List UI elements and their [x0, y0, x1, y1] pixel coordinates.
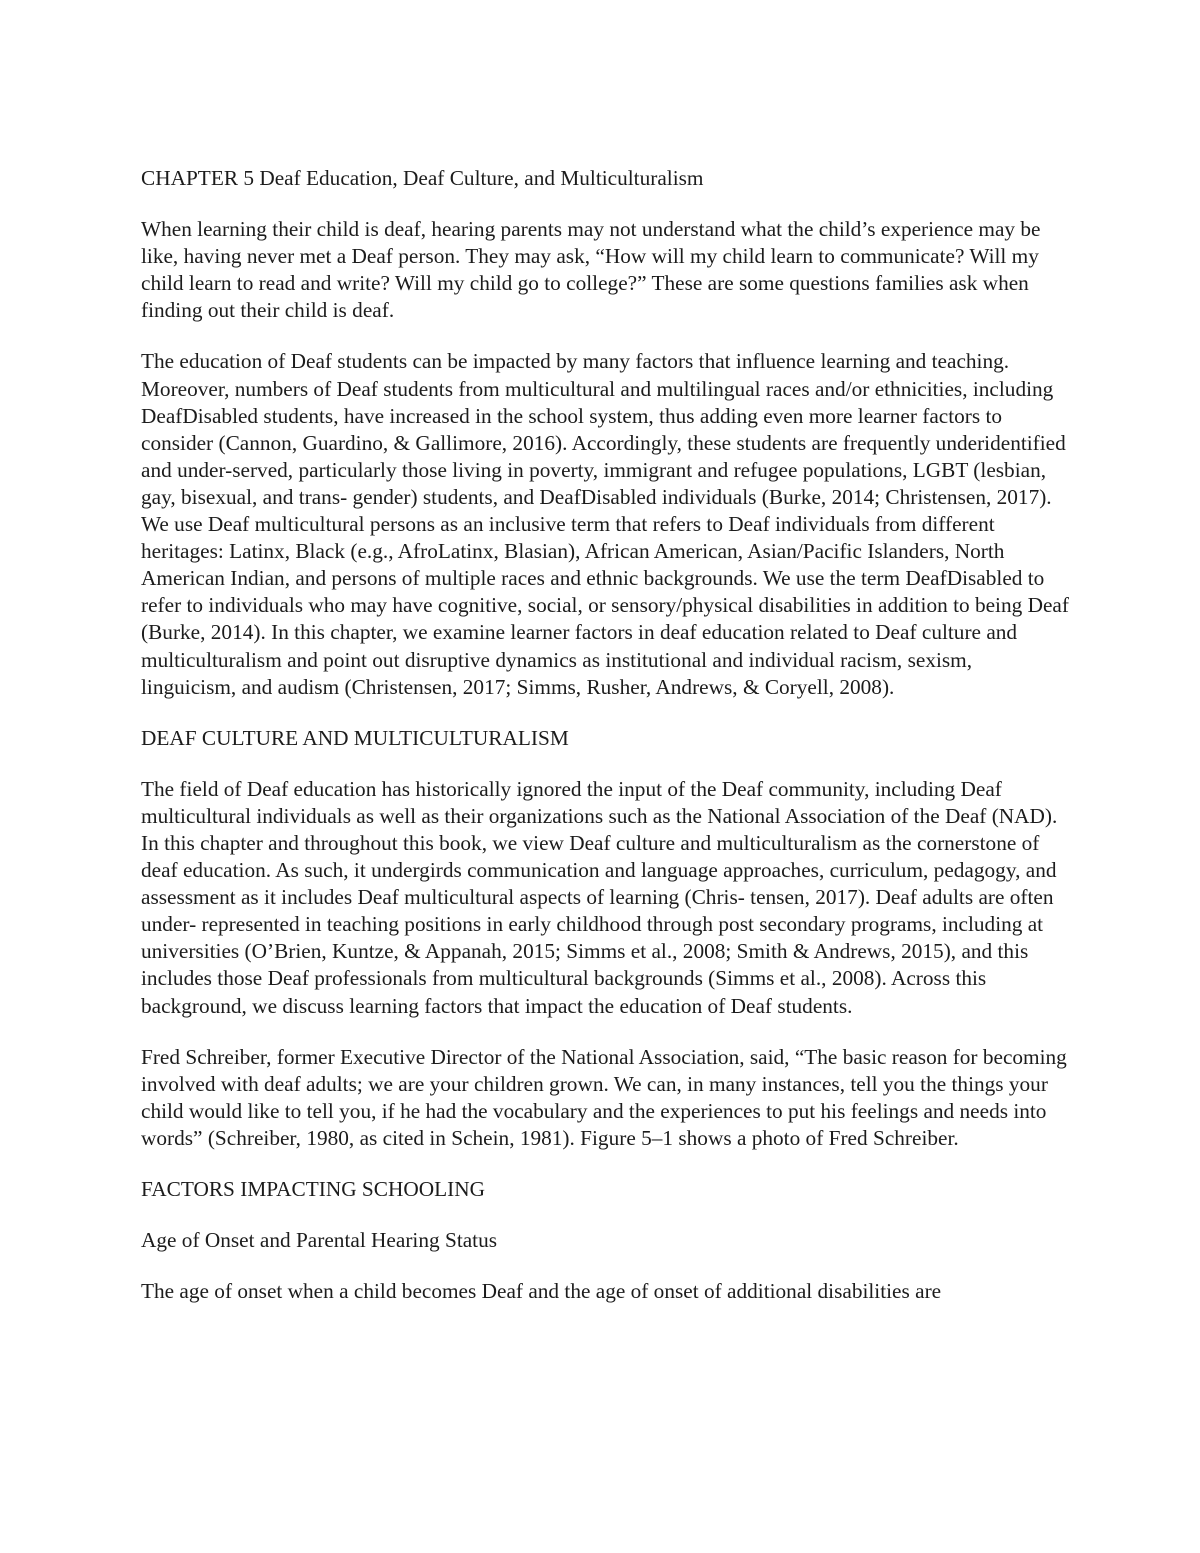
subsection-heading-age-of-onset: Age of Onset and Parental Hearing Status [141, 1228, 498, 1253]
intro-paragraph: When learning their child is deaf, hearing parents may not understand what the child’s experience may be like, having never met a Deaf person. They may ask, “How will my child learn to communicate? Will my child learn to read and write? Will my child go to college?” These are some questions families ask when finding out their child is deaf. [141, 217, 1041, 323]
body-paragraph-3: The field of Deaf education has historically ignored the input of the Deaf community, including Deaf multicultural individuals as well as their organizations such as the National Association of the Deaf (NAD). In this chapter and throughout this book, we view Deaf culture and multiculturalism as the cornerstone of deaf education. As such, it undergirds communication and language approaches, curriculum, pedagogy, and assessment as it includes Deaf multicultural aspects of learning (Chris- tensen, 2017). Deaf adults are often under- represented in teaching positions in early childhood through post secondary programs, including at universities (O’Brien, Kuntze, & Appanah, 2015; Simms et al., 2008; Smith & Andrews, 2015), and this includes those Deaf professionals from multicultural backgrounds (Simms et al., 2008). Across this background, we discuss learning factors that impact the education of Deaf students. [141, 776, 1058, 1018]
body-paragraph-2: The education of Deaf students can be impacted by many factors that influence learning and teaching. Moreover, numbers of Deaf students from multicultural and multilingual races and/or ethnicities, including DeafDisabled students, have increased in the school system, thus adding even more learner factors to consider (Cannon, Guardino, & Gallimore, 2016). Accordingly, these students are frequently underidentified and under-served, particularly those living in poverty, immigrant and refugee populations, LGBT (lesbian, gay, bisexual, and trans- gender) students, and DeafDisabled individuals (Burke, 2014; Christensen, 2017). We use Deaf multicultural persons as an inclusive term that refers to Deaf individuals from different heritages: Latinx, Black (e.g., AfroLatinx, Blasian), African American, Asian/Pacific Islanders, North American Indian, and persons of multiple races and ethnic backgrounds. We use the term DeafDisabled to refer to individuals who may have cognitive, social, or sensory/physical disabilities in addition to being Deaf (Burke, 2014). In this chapter, we examine learner factors in deaf education related to Deaf culture and multiculturalism and point out disruptive dynamics as institutional and individual racism, sexism, linguicism, and audism (Christensen, 2017; Simms, Rusher, Andrews, & Coryell, 2008). [141, 349, 1069, 699]
section-heading-deaf-culture: DEAF CULTURE AND MULTICULTURALISM [141, 725, 569, 750]
chapter-title: CHAPTER 5 Deaf Education, Deaf Culture, and Multiculturalism [141, 166, 704, 190]
body-paragraph-5: The age of onset when a child becomes Deaf and the age of onset of additional disabilities are [141, 1279, 942, 1304]
body-paragraph-4: Fred Schreiber, former Executive Director of the National Association, said, “The basic reason for becoming involved with deaf adults; we are your children grown. We can, in many instances, tell you the things your child would like to tell you, if he had the vocabulary and the experiences to put his feelings and needs into words” (Schreiber, 1980, as cited in Schein, 1981). Figure 5–1 shows a photo of Fred Schreiber. [141, 1044, 1067, 1150]
section-heading-factors: FACTORS IMPACTING SCHOOLING [141, 1177, 485, 1201]
document-page [141, 165, 1071, 1329]
